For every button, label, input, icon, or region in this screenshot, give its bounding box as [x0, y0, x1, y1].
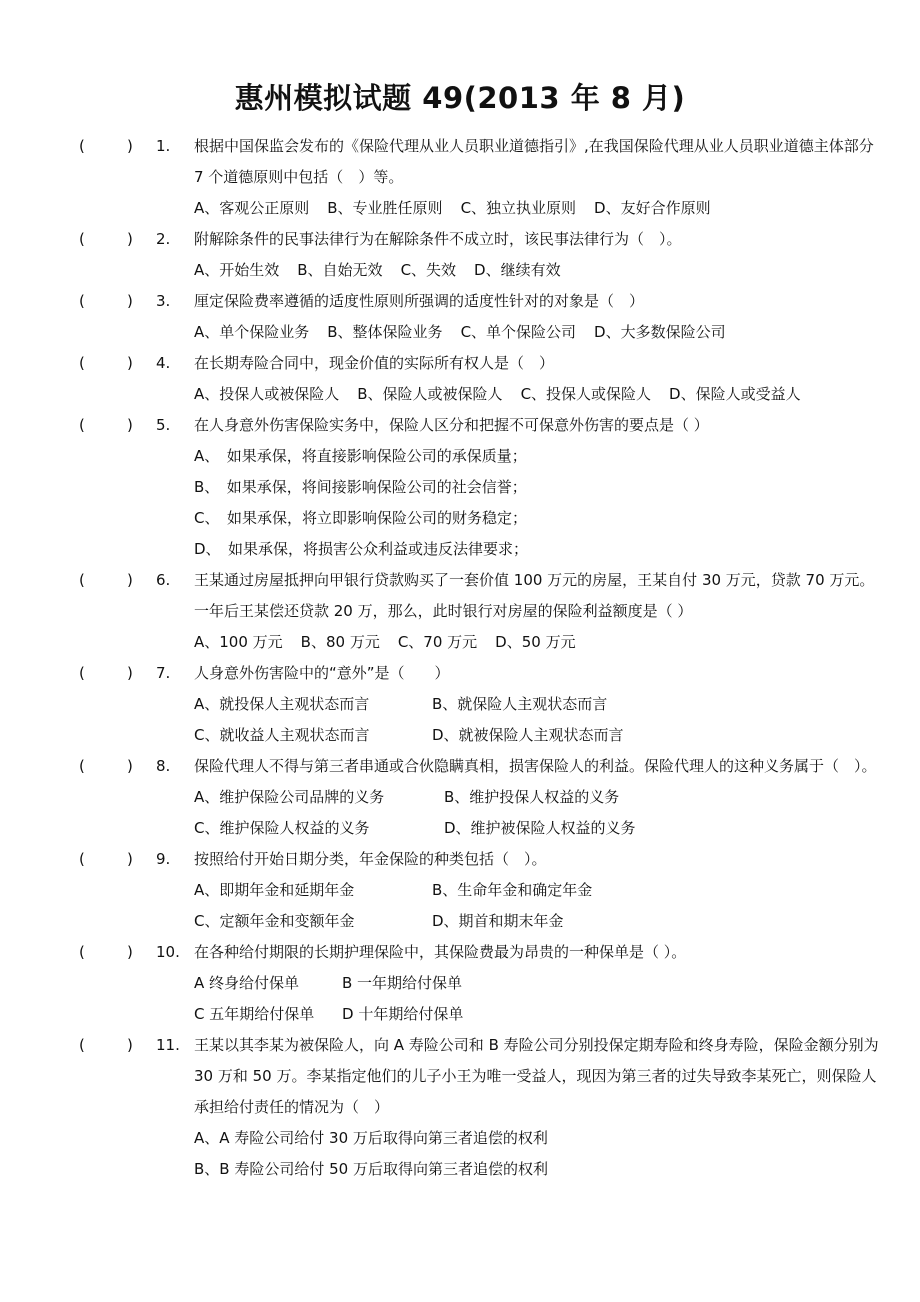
answer-paren-right: ) [127, 664, 133, 682]
question-list [0, 131, 920, 1185]
question-text: 厘定保险费率遵循的适度性原则所强调的适度性针对的对象是（ ） [194, 292, 645, 310]
option: A、投保人或被保险人 [194, 385, 340, 403]
answer-paren-right: ) [127, 1036, 133, 1054]
question-text: 按照给付开始日期分类，年金保险的种类包括（ ）。 [194, 850, 547, 868]
option: D、继续有效 [474, 261, 561, 279]
question-line [0, 751, 920, 782]
option: D、50 万元 [495, 633, 576, 651]
option: A 终身给付保单 [194, 974, 300, 992]
option: C、70 万元 [397, 633, 478, 651]
option-row [0, 441, 920, 472]
question-line [0, 348, 920, 379]
question-4 [0, 348, 920, 410]
option: D 十年期给付保单 [342, 1005, 464, 1023]
question-number: 4. [156, 354, 171, 372]
question-line [0, 286, 920, 317]
option-row [0, 627, 920, 658]
option-row [0, 720, 920, 751]
question-line [0, 162, 920, 193]
question-text: 附解除条件的民事法律行为在解除条件不成立时，该民事法律行为（ ）。 [194, 230, 682, 248]
answer-paren-left: ( [79, 230, 85, 248]
question-line [0, 1092, 920, 1123]
option: B、80 万元 [300, 633, 380, 651]
option: A、100 万元 [194, 633, 283, 651]
answer-paren-right: ) [127, 943, 133, 961]
question-text: 保险代理人不得与第三者串通或合伙隐瞒真相，损害保险人的利益。保险代理人的这种义务属于（ ）。 [194, 757, 877, 775]
option-row [0, 503, 920, 534]
question-2 [0, 224, 920, 286]
answer-paren-right: ) [127, 137, 133, 155]
question-line [0, 131, 920, 162]
option: C、就收益人主观状态而言 [194, 726, 370, 744]
question-7 [0, 658, 920, 751]
option: D、 如果承保，将损害公众利益或违反法律要求； [194, 540, 529, 558]
answer-paren-right: ) [127, 292, 133, 310]
question-text: 在各种给付期限的长期护理保险中，其保险费最为昂贵的一种保单是（ ）。 [194, 943, 687, 961]
question-line [0, 410, 920, 441]
question-11 [0, 1030, 920, 1185]
option-row [0, 193, 920, 224]
option-row [0, 813, 920, 844]
option-row [0, 1154, 920, 1185]
option: C、维护保险人权益的义务 [194, 819, 370, 837]
option: A、单个保险业务 [194, 323, 310, 341]
answer-paren-left: ( [79, 664, 85, 682]
option: C、定额年金和变额年金 [194, 912, 355, 930]
option: A、就投保人主观状态而言 [194, 695, 370, 713]
option-row [0, 255, 920, 286]
answer-paren-left: ( [79, 354, 85, 372]
question-3 [0, 286, 920, 348]
answer-paren-right: ) [127, 850, 133, 868]
question-number: 3. [156, 292, 171, 310]
option-row [0, 1123, 920, 1154]
question-10 [0, 937, 920, 1030]
option: D、友好合作原则 [594, 199, 711, 217]
option-row [0, 317, 920, 348]
answer-paren-left: ( [79, 416, 85, 434]
answer-paren-left: ( [79, 292, 85, 310]
question-line [0, 658, 920, 689]
option: C、独立执业原则 [460, 199, 577, 217]
question-line [0, 596, 920, 627]
option: D、大多数保险公司 [594, 323, 726, 341]
option-row [0, 906, 920, 937]
question-number: 11. [156, 1036, 180, 1054]
answer-paren-right: ) [127, 757, 133, 775]
question-9 [0, 844, 920, 937]
option: B、维护投保人权益的义务 [444, 788, 620, 806]
question-text: 承担给付责任的情况为（ ） [194, 1098, 390, 1116]
question-text: 在长期寿险合同中，现金价值的实际所有权人是（ ） [194, 354, 555, 372]
question-text: 一年后王某偿还贷款 20 万，那么，此时银行对房屋的保险利益额度是（ ） [194, 602, 693, 620]
option-row [0, 472, 920, 503]
question-1 [0, 131, 920, 224]
option: B、就保险人主观状态而言 [432, 695, 608, 713]
question-number: 10. [156, 943, 180, 961]
option: B、保险人或被保险人 [357, 385, 503, 403]
question-number: 8. [156, 757, 171, 775]
question-text: 根据中国保监会发布的《保险代理从业人员职业道德指引》,在我国保险代理从业人员职业道德主体部分 [194, 137, 874, 155]
option: D、期首和期末年金 [432, 912, 564, 930]
question-line [0, 224, 920, 255]
question-line [0, 1030, 920, 1061]
answer-paren-right: ) [127, 230, 133, 248]
option: C、单个保险公司 [460, 323, 577, 341]
option: A、维护保险公司品牌的义务 [194, 788, 385, 806]
question-text: 王某以其李某为被保险人，向 A 寿险公司和 B 寿险公司分别投保定期寿险和终身寿险，保险金额分别为 [194, 1036, 879, 1054]
answer-paren-right: ) [127, 416, 133, 434]
question-number: 9. [156, 850, 171, 868]
answer-paren-left: ( [79, 137, 85, 155]
option: D、就被保险人主观状态而言 [432, 726, 624, 744]
answer-paren-left: ( [79, 571, 85, 589]
option: C 五年期给付保单 [194, 1005, 315, 1023]
option: D、保险人或受益人 [669, 385, 801, 403]
option: B 一年期给付保单 [342, 974, 463, 992]
option-row [0, 782, 920, 813]
option-row [0, 999, 920, 1030]
option: B、自始无效 [297, 261, 383, 279]
option: B、整体保险业务 [327, 323, 443, 341]
option: B、生命年金和确定年金 [432, 881, 593, 899]
option-row [0, 379, 920, 410]
option: D、维护被保险人权益的义务 [444, 819, 636, 837]
answer-paren-right: ) [127, 354, 133, 372]
question-text: 人身意外伤害险中的“意外”是（ ） [194, 664, 450, 682]
option-row [0, 968, 920, 999]
option: A、 如果承保，将直接影响保险公司的承保质量； [194, 447, 527, 465]
question-text: 30 万和 50 万。李某指定他们的儿子小王为唯一受益人，现因为第三者的过失导致李某死亡，则保险人 [194, 1067, 877, 1085]
question-line [0, 1061, 920, 1092]
question-6 [0, 565, 920, 658]
option: B、B 寿险公司给付 50 万后取得向第三者追偿的权利 [194, 1160, 548, 1178]
question-text: 在人身意外伤害保险实务中，保险人区分和把握不可保意外伤害的要点是（ ） [194, 416, 709, 434]
question-line [0, 844, 920, 875]
answer-paren-left: ( [79, 943, 85, 961]
question-8 [0, 751, 920, 844]
answer-paren-left: ( [79, 850, 85, 868]
option-row [0, 689, 920, 720]
option-row [0, 875, 920, 906]
question-line [0, 937, 920, 968]
question-number: 6. [156, 571, 171, 589]
option: C、失效 [400, 261, 457, 279]
question-text: 王某通过房屋抵押向甲银行贷款购买了一套价值 100 万元的房屋，王某自付 30 万元，贷款 70 万元。 [194, 571, 875, 589]
question-5 [0, 410, 920, 565]
question-number: 1. [156, 137, 171, 155]
answer-paren-left: ( [79, 1036, 85, 1054]
option: B、 如果承保，将间接影响保险公司的社会信誉； [194, 478, 527, 496]
question-number: 7. [156, 664, 171, 682]
option: B、专业胜任原则 [327, 199, 443, 217]
question-number: 2. [156, 230, 171, 248]
option: A、即期年金和延期年金 [194, 881, 355, 899]
question-line [0, 565, 920, 596]
question-text: 7 个道德原则中包括（ ）等。 [194, 168, 404, 186]
option: A、A 寿险公司给付 30 万后取得向第三者追偿的权利 [194, 1129, 548, 1147]
document-title: 惠州模拟试题 49(2013 年 8 月) [234, 81, 686, 115]
question-number: 5. [156, 416, 171, 434]
option-row [0, 534, 920, 565]
answer-paren-right: ) [127, 571, 133, 589]
option: C、投保人或保险人 [520, 385, 652, 403]
option: A、开始生效 [194, 261, 280, 279]
answer-paren-left: ( [79, 757, 85, 775]
option: C、 如果承保，将立即影响保险公司的财务稳定； [194, 509, 527, 527]
option: A、客观公正原则 [194, 199, 310, 217]
